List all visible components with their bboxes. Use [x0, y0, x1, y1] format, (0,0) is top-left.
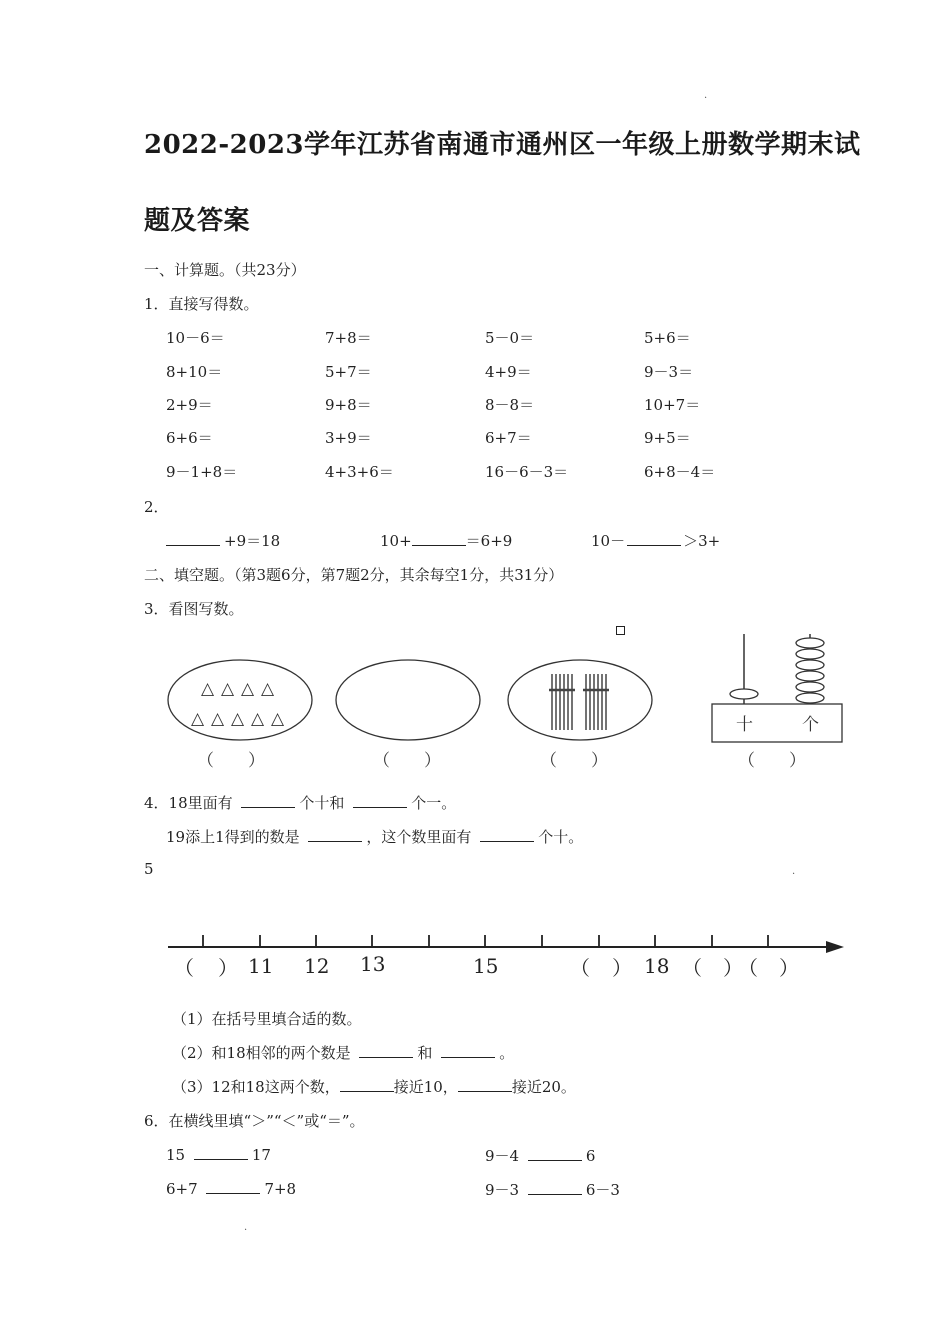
answer-blank[interactable]	[528, 1146, 582, 1161]
q1-item: 6+8－4＝	[644, 463, 716, 481]
answer-blank[interactable]	[480, 827, 534, 842]
number-line-label: 11	[248, 954, 274, 978]
section1-heading: 一、计算题。（共23分）	[144, 261, 306, 279]
triangle-icon: △	[201, 679, 215, 699]
triangle-icon: △	[271, 709, 285, 729]
blank-paren-open[interactable]: （	[738, 956, 758, 980]
q1-item: 5－0＝	[485, 329, 535, 347]
answer-blank[interactable]	[353, 793, 407, 808]
section2-heading: 二、填空题。（第3题6分，第7题2分，其余每空1分，共31分）	[144, 566, 564, 584]
triangle-icon: △	[251, 709, 265, 729]
blank-paren-close[interactable]: ）	[612, 956, 632, 980]
number-line	[160, 925, 860, 985]
triangle-icon: △	[191, 709, 205, 729]
q6-item: 6+7 7+8	[166, 1180, 297, 1198]
q2-item-2: 10+ ＝6+9	[380, 532, 513, 550]
q1-label: 1．直接写得数。	[144, 295, 259, 313]
page-title: 2022-2023学年江苏省南通市通州区一年级上册数学期末试	[144, 130, 861, 160]
number-line-label: 18	[644, 954, 670, 978]
blank-paren-close[interactable]: ）	[218, 956, 238, 980]
stray-dot: .	[792, 866, 796, 877]
page-title-continued: 题及答案	[144, 206, 251, 236]
abacus-bead	[796, 671, 824, 681]
q4-line1: 4．18里面有 个十和 个一。	[144, 794, 457, 812]
q6-item: 9－4 6	[485, 1147, 596, 1165]
arrow-right-icon	[826, 941, 844, 953]
stick-bundle-icon	[583, 674, 609, 730]
number-line-ticks	[203, 935, 768, 947]
blank-paren-close[interactable]: ）	[723, 956, 743, 980]
q1-item: 3+9＝	[325, 429, 372, 447]
answer-blank[interactable]	[441, 1043, 495, 1058]
answer-blank[interactable]	[458, 1077, 512, 1092]
number-line-label: 13	[360, 952, 386, 976]
q1-item: 8+10＝	[166, 363, 223, 381]
blank-paren-open[interactable]: （	[570, 956, 590, 980]
answer-parentheses[interactable]: （ ）	[197, 751, 265, 771]
q6-item: 9－3 6－3	[485, 1181, 620, 1199]
number-line-label: 12	[304, 954, 330, 978]
q5-label: 5	[144, 860, 154, 878]
q1-item: 16－6－3＝	[485, 463, 569, 481]
q2-item-3: 10－ ＞3+	[591, 532, 721, 550]
q6-item: 15 17	[166, 1146, 271, 1164]
q1-item: 7+8＝	[325, 329, 372, 347]
triangle-icon: △	[221, 679, 235, 699]
abacus-bead	[796, 682, 824, 692]
stray-dot: .	[704, 90, 708, 101]
triangle-icon: △	[241, 679, 255, 699]
answer-blank[interactable]	[627, 531, 681, 546]
q1-item: 6+6＝	[166, 429, 213, 447]
abacus-bead	[730, 689, 758, 699]
q2-item-1: +9＝18	[166, 530, 280, 551]
answer-blank[interactable]	[308, 827, 362, 842]
blank-paren-open[interactable]: （	[682, 956, 702, 980]
q1-item: 10－6＝	[166, 329, 225, 347]
q1-item: 2+9＝	[166, 396, 213, 414]
q1-item: 4+9＝	[485, 363, 532, 381]
answer-blank[interactable]	[166, 531, 220, 546]
q3-label: 3．看图写数。	[144, 600, 244, 618]
q5-sub1: （1）在括号里填合适的数。	[172, 1010, 362, 1028]
answer-blank[interactable]	[340, 1077, 394, 1092]
ellipse-with-bundles	[508, 660, 652, 740]
answer-blank[interactable]	[359, 1043, 413, 1058]
blank-paren-close[interactable]: ）	[779, 956, 799, 980]
stray-dot: .	[244, 1222, 248, 1233]
abacus-bead	[796, 649, 824, 659]
q4-line2: 19添上1得到的数是 ，这个数里面有 个十。	[166, 828, 584, 846]
q1-item: 9+8＝	[325, 396, 372, 414]
answer-blank[interactable]	[412, 531, 466, 546]
abacus-bead	[796, 638, 824, 648]
q6-label: 6．在横线里填“＞”“＜”或“＝”。	[144, 1112, 365, 1130]
abacus-tens-label: 十	[736, 715, 753, 735]
q2-label: 2．	[144, 498, 169, 516]
q1-item: 10+7＝	[644, 396, 701, 414]
triangle-icon: △	[261, 679, 275, 699]
abacus-bead	[796, 693, 824, 703]
answer-parentheses[interactable]: （ ）	[738, 751, 806, 771]
q1-item: 6+7＝	[485, 429, 532, 447]
q1-item: 5+7＝	[325, 363, 372, 381]
abacus-bead	[796, 660, 824, 670]
answer-blank[interactable]	[528, 1180, 582, 1195]
empty-ellipse	[336, 660, 480, 740]
q1-item: 9+5＝	[644, 429, 691, 447]
q5-sub3: （3）12和18这两个数， 接近10， 接近20。	[172, 1078, 576, 1096]
q1-item: 9－3＝	[644, 363, 694, 381]
q1-item: 4+3+6＝	[325, 463, 394, 481]
blank-paren-open[interactable]: （	[174, 956, 194, 980]
abacus	[712, 634, 842, 742]
triangle-icon: △	[231, 709, 245, 729]
q3-figures	[140, 630, 860, 780]
number-line-label: 15	[473, 954, 499, 978]
q1-item: 9－1+8＝	[166, 463, 238, 481]
stick-bundle-icon	[549, 674, 575, 730]
abacus-ones-label: 个	[802, 715, 819, 735]
answer-blank[interactable]	[241, 793, 295, 808]
q1-item: 5+6＝	[644, 329, 691, 347]
answer-blank[interactable]	[194, 1145, 248, 1160]
q5-sub2: （2）和18相邻的两个数是 和 。	[172, 1044, 515, 1062]
triangle-icon: △	[211, 709, 225, 729]
answer-parentheses[interactable]: （ ）	[540, 751, 608, 771]
q1-item: 8－8＝	[485, 396, 535, 414]
answer-parentheses[interactable]: （ ）	[373, 751, 441, 771]
answer-blank[interactable]	[206, 1179, 260, 1194]
